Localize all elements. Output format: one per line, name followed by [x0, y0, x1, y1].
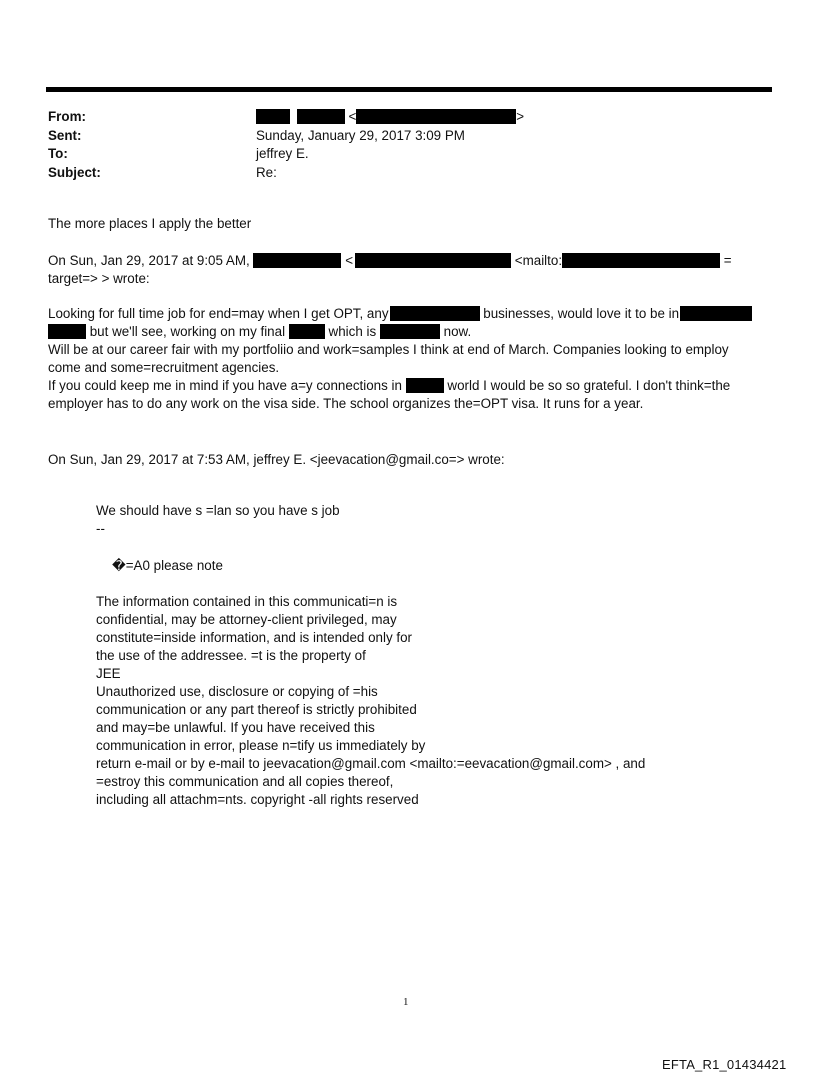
- redaction: [406, 378, 444, 393]
- to-row: [48, 145, 524, 164]
- redaction: [48, 324, 86, 339]
- p1-l5-b: world I would be so so grateful. I don't think=the: [447, 378, 731, 393]
- redaction: [680, 306, 752, 321]
- subject-row: [48, 164, 524, 183]
- disclaimer-line: communication in error, please n=tify us immediately by: [96, 738, 426, 753]
- quote1-d: =: [723, 253, 732, 268]
- subject-label: Subject:: [48, 164, 101, 180]
- to-label: To:: [48, 146, 68, 161]
- p1-l1-a: Looking for full time job for end=may when I get OPT, any: [48, 306, 389, 321]
- p1-l2-a: but we'll see, working on my final: [89, 324, 286, 339]
- redaction: [562, 253, 720, 268]
- redaction: [256, 109, 290, 124]
- disclaimer-line: =estroy this communication and all copies thereof,: [96, 774, 394, 789]
- from-gt: >: [516, 109, 525, 124]
- p1-l5-a: If you could keep me in mind if you have a=y connections in: [48, 378, 402, 393]
- disclaimer: [96, 593, 645, 809]
- quote-header-1: [48, 252, 732, 288]
- please-note: �=A0 please note: [112, 558, 223, 573]
- quote1-e: target=> > wrote:: [48, 271, 150, 286]
- bates-number: EFTA_R1_01434421: [662, 1057, 787, 1072]
- quote1-c: <mailto:: [514, 253, 563, 268]
- p1-l3: Will be at our career fair with my portfoliio and work=samples I think at end of March. Companies looking to employ: [48, 342, 729, 357]
- email-header: [48, 108, 524, 182]
- disclaimer-line: confidential, may be attorney-client privileged, may: [96, 612, 397, 627]
- quote-header-2: On Sun, Jan 29, 2017 at 7:53 AM, jeffrey E. <jeevacation@gmail.co=> wrote:: [48, 452, 505, 467]
- sent-row: [48, 127, 524, 146]
- page-number: 1: [403, 996, 409, 1008]
- redaction: [390, 306, 480, 321]
- disclaimer-line: constitute=inside information, and is intended only for: [96, 630, 412, 645]
- disclaimer-line: Unauthorized use, disclosure or copying of =his: [96, 684, 378, 699]
- disclaimer-line: and may=be unlawful. If you have received this: [96, 720, 375, 735]
- from-lt: <: [348, 109, 357, 124]
- message-paragraph: [48, 305, 752, 413]
- disclaimer-line: return e-mail or by e-mail to jeevacation@gmail.com <mailto:=eevacation@gmail.com> , and: [96, 756, 646, 771]
- redaction: [297, 109, 345, 124]
- from-value: [256, 108, 524, 127]
- reply-text: The more places I apply the better: [48, 216, 252, 231]
- subject-value: Re:: [256, 164, 277, 180]
- quote1-b: <: [345, 253, 354, 268]
- to-value: jeffrey E.: [256, 146, 309, 161]
- p1-l4: come and some=recruitment agencies.: [48, 360, 280, 375]
- disclaimer-line: communication or any part thereof is strictly prohibited: [96, 702, 417, 717]
- redaction: [380, 324, 440, 339]
- disclaimer-line: including all attachm=nts. copyright -all rights reserved: [96, 792, 419, 807]
- p1-l1-b: businesses, would love it to be in: [483, 306, 680, 321]
- quote1-a: On Sun, Jan 29, 2017 at 9:05 AM,: [48, 253, 250, 268]
- header-divider: [46, 87, 772, 92]
- redaction: [355, 253, 511, 268]
- sent-label: Sent:: [48, 127, 82, 143]
- redaction: [289, 324, 325, 339]
- signature-separator: --: [96, 521, 105, 536]
- redaction: [356, 109, 516, 124]
- sent-value: Sunday, January 29, 2017 3:09 PM: [256, 127, 465, 143]
- p1-l2-b: which is: [328, 324, 377, 339]
- quoted-line: We should have s =lan so you have s job: [96, 503, 340, 518]
- disclaimer-line: The information contained in this communicati=n is: [96, 594, 398, 609]
- p1-l2-c: now.: [443, 324, 472, 339]
- disclaimer-line: JEE: [96, 666, 121, 681]
- disclaimer-line: the use of the addressee. =t is the property of: [96, 648, 366, 663]
- p1-l6: employer has to do any work on the visa side. The school organizes the=OPT visa. It runs for a year.: [48, 396, 644, 411]
- from-label: From:: [48, 109, 86, 124]
- redaction: [253, 253, 341, 268]
- from-row: [48, 108, 524, 127]
